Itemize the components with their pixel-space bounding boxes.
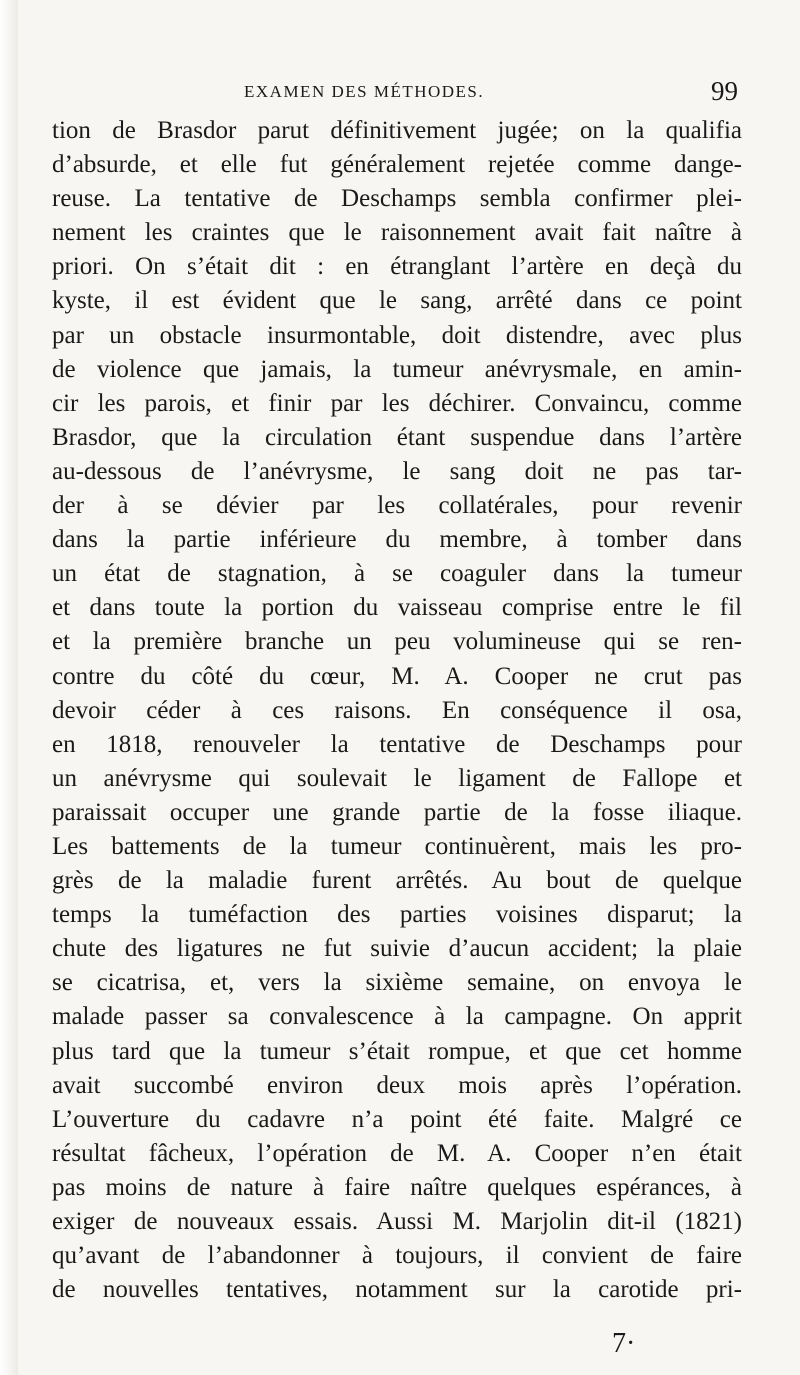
text-line: par un obstacle insurmontable, doit distendre, avec plus (52, 321, 742, 349)
text-line: et la première branche un peu volumineuse qui se ren- (52, 628, 742, 656)
running-head (52, 78, 742, 108)
text-line: se cicatrisa, et, vers la sixième semaine, on envoya le (52, 969, 742, 997)
text-line: contre du côté du cœur, M. A. Cooper ne crut pas (52, 662, 742, 690)
text-line: pas moins de nature à faire naître quelques espérances, à (52, 1173, 742, 1201)
text-line: kyste, il est évident que le sang, arrêté dans ce point (52, 287, 742, 315)
text-line: Les battements de la tumeur continuèrent, mais les pro- (52, 832, 742, 860)
text-line: malade passer sa convalescence à la campagne. On apprit (52, 1003, 742, 1031)
text-line: chute des ligatures ne fut suivie d’aucun accident; la plaie (52, 935, 742, 963)
text-line: un état de stagnation, à se coaguler dans la tumeur (52, 560, 742, 588)
text-line: nement les craintes que le raisonnement avait fait naître à (52, 219, 742, 247)
text-line: d’absurde, et elle fut généralement rejetée comme dange- (52, 151, 742, 179)
text-line: cir les parois, et finir par les déchirer. Convaincu, comme (52, 389, 742, 417)
text-line: grès de la maladie furent arrêtés. Au bout de quelque (52, 867, 742, 895)
running-title: EXAMEN DES MÉTHODES. (244, 82, 485, 101)
text-line: qu’avant de l’abandonner à toujours, il convient de faire (52, 1242, 742, 1270)
text-line: résultat fâcheux, l’opération de M. A. Cooper n’en était (52, 1139, 742, 1167)
text-line: dans la partie inférieure du membre, à tomber dans (52, 526, 742, 554)
text-line: de violence que jamais, la tumeur anévrysmale, en amin- (52, 355, 742, 383)
text-line: tion de Brasdor parut définitivement jugée; on la qualifia (52, 117, 742, 144)
text-line: devoir céder à ces raisons. En conséquence il osa, (52, 696, 742, 724)
signature-mark: 7· (612, 1328, 636, 1359)
page-number: 99 (711, 76, 738, 106)
text-line: priori. On s’était dit : en étranglant l’artère en deçà du (52, 253, 742, 281)
text-line: plus tard que la tumeur s’était rompue, et que cet homme (52, 1037, 742, 1065)
text-line: en 1818, renouveler la tentative de Deschamps pour (52, 730, 742, 758)
text-line: exiger de nouveaux essais. Aussi M. Marjolin dit-il (1821) (52, 1208, 742, 1235)
text-line: et dans toute la portion du vaisseau comprise entre le fil (52, 594, 742, 622)
text-line: de nouvelles tentatives, notamment sur la carotide pri- (52, 1276, 742, 1304)
text-line: temps la tuméfaction des parties voisines disparut; la (52, 901, 742, 929)
text-line: Brasdor, que la circulation étant suspendue dans l’artère (52, 423, 742, 451)
text-line: paraissait occuper une grande partie de la fosse iliaque. (52, 798, 742, 826)
text-line: avait succombé environ deux mois après l’opération. (52, 1071, 742, 1099)
text-line: der à se dévier par les collatérales, pour revenir (52, 492, 742, 520)
page-gutter (0, 0, 18, 1375)
text-line: au-dessous de l’anévrysme, le sang doit ne pas tar- (52, 457, 742, 485)
text-line: L’ouverture du cadavre n’a point été faite. Malgré ce (52, 1105, 742, 1133)
text-line: un anévrysme qui soulevait le ligament de Fallope et (52, 764, 742, 792)
body-text (52, 114, 742, 1307)
text-line: reuse. La tentative de Deschamps sembla confirmer plei- (52, 185, 742, 213)
